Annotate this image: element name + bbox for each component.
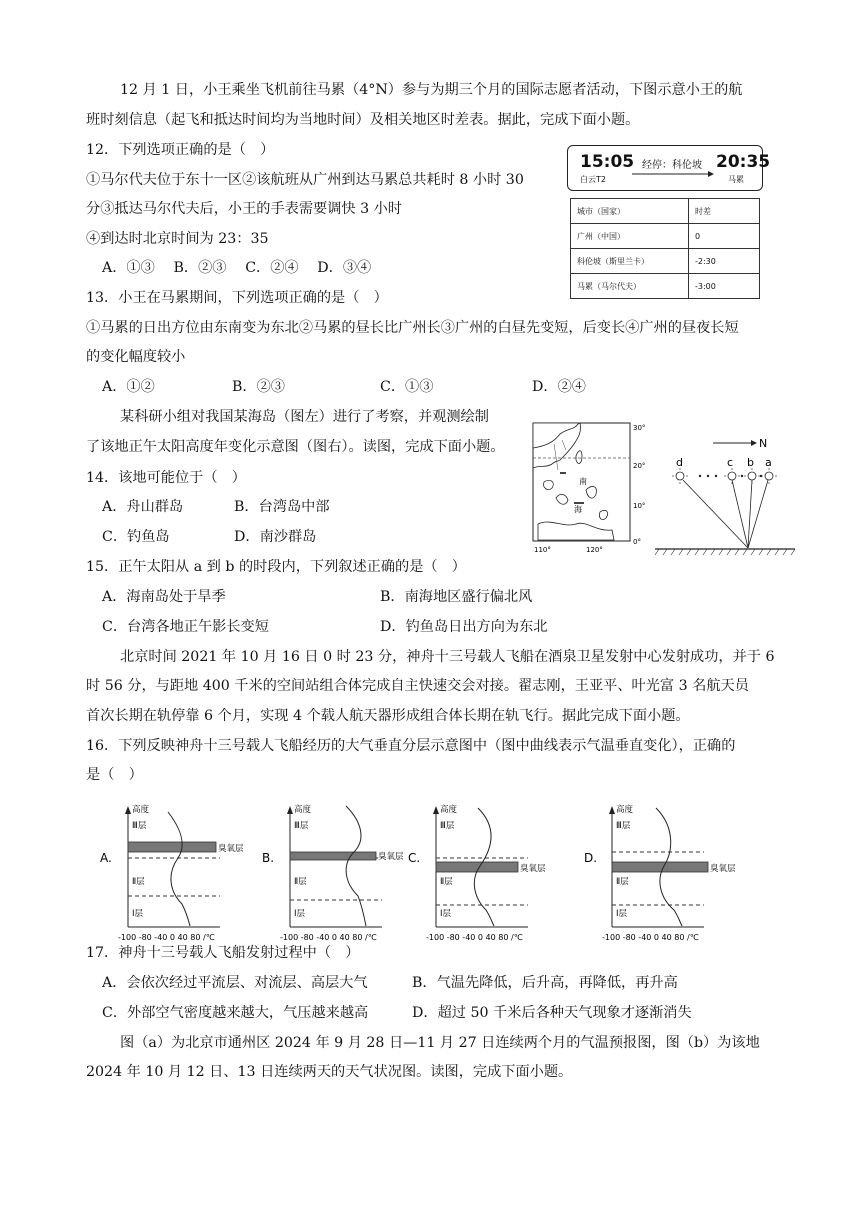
- table-row: [571, 249, 760, 274]
- y-axis-arrow: [609, 806, 615, 814]
- table-cell: 0: [689, 224, 760, 249]
- passage2-line2: 了该地正午太阳高度年变化示意图（图右）。读图，完成下面小题。: [86, 439, 505, 455]
- q13-option-c: C．①③: [380, 379, 434, 395]
- q13-stem: 13．小王在马累期间，下列选项正确的是（ ）: [86, 290, 388, 306]
- layer3-label: Ⅲ层: [440, 821, 455, 831]
- passage4-line1: 图（a）为北京市通州区 2024 年 9 月 28 日—11 月 27 日连续两个月的气温预报图，图（b）为该地: [120, 1035, 760, 1051]
- q12-line2: 分③抵达马尔代夫后，小王的手表需要调快 3 小时: [86, 201, 402, 217]
- layer3-label: Ⅲ层: [616, 821, 631, 831]
- passage1-line2: 班时刻信息（起飞和抵达时间均为当地时间）及相关地区时差表。据此，完成下面小题。: [86, 112, 640, 128]
- y-axis-arrow: [125, 806, 131, 814]
- flight-arrow-icon: [632, 170, 714, 178]
- ozone-label: 臭氧层: [378, 852, 404, 862]
- diagram-letter: B.: [262, 851, 275, 865]
- sun-label-a: a: [765, 456, 772, 469]
- x-axis-ticks: -100 -80 -40 0 40 80 /℃: [426, 933, 523, 942]
- sun-label-b: b: [747, 456, 754, 469]
- passage1-line1: 12 月 1 日，小王乘坐飞机前往马累（4°N）参与为期三个月的国际志愿者活动，下图示意小王的航: [120, 82, 743, 98]
- sun-label-d: d: [676, 456, 683, 469]
- q12-stem: 12．下列选项正确的是（ ）: [86, 142, 275, 158]
- y-axis-label: 高度: [616, 805, 634, 815]
- diagram-letter: D.: [584, 851, 598, 865]
- passage3-line1: 北京时间 2021 年 10 月 16 日 0 时 23 分，神舟十三号载人飞船在酒泉卫星发射中心发射成功，并于 6: [120, 649, 775, 665]
- sun-label-c: c: [727, 456, 734, 469]
- table-row: [571, 274, 760, 299]
- passage4-line2: 2024 年 10 月 12 日、13 日连续两天的天气状况图。读图，完成下面小题。: [86, 1064, 573, 1080]
- y-axis-arrow: [287, 806, 293, 814]
- north-label: N: [759, 437, 768, 450]
- q14-option-a: A．舟山群岛: [102, 499, 184, 515]
- table-header-cell: 时差: [689, 199, 760, 224]
- q16-line1: 16．下列反映神舟十三号载人飞船经历的大气垂直分层示意图中（图中曲线表示气温垂直变化），正确的: [86, 738, 736, 754]
- q12-options: A．①③ B．②③ C．②④ D．③④: [102, 260, 372, 276]
- layer2-label: Ⅱ层: [616, 877, 629, 887]
- q14-option-b: B．台湾岛中部: [234, 499, 330, 515]
- q13-option-b: B．②③: [232, 379, 285, 395]
- ozone-label: 臭氧层: [520, 864, 546, 874]
- layer3-label: Ⅲ层: [294, 821, 309, 831]
- y-axis-label: 高度: [294, 805, 312, 815]
- layer1-label: Ⅰ层: [440, 909, 452, 919]
- q14-option-d: D．南沙群岛: [234, 529, 317, 545]
- lon-120: 120°: [586, 546, 603, 554]
- ozone-label: 臭氧层: [710, 864, 736, 874]
- ozone-label: 臭氧层: [218, 844, 244, 854]
- q13-line2: 的变化幅度较小: [86, 349, 186, 365]
- atmosphere-diagrams: [0, 790, 868, 940]
- lon-110: 110°: [534, 546, 551, 554]
- ozone-band: [290, 852, 376, 860]
- passage2-line1: 某科研小组对我国某海岛（图左）进行了考察，并观测绘制: [120, 409, 489, 425]
- q14-option-c: C．钓鱼岛: [102, 529, 170, 545]
- lat-30: 30°: [633, 424, 646, 432]
- passage3-line3: 首次长期在轨停靠 6 个月，实现 4 个载人航天器形成组合体长期在轨飞行。据此完成下面小题。: [86, 708, 690, 724]
- layer2-label: Ⅱ层: [440, 877, 453, 887]
- table-row: [571, 224, 760, 249]
- noon-sun-diagram: [655, 428, 795, 560]
- q17-stem: 17．神舟十三号载人飞船发射过程中（ ）: [86, 945, 360, 961]
- x-axis-ticks: -100 -80 -40 0 40 80 /℃: [280, 933, 377, 942]
- table-header-cell: 城市（国家）: [571, 199, 689, 224]
- q13-line1: ①马累的日出方位由东南变为东北②马累的昼长比广州长③广州的白昼先变短，后变长④广州的昼夜长短: [86, 320, 739, 336]
- table-cell: -2:30: [689, 249, 760, 274]
- arrival-time: 20:35: [716, 152, 771, 172]
- layer2-label: Ⅱ层: [132, 877, 145, 887]
- q14-stem: 14．该地可能位于（ ）: [86, 470, 246, 486]
- map-label-hai: 海: [574, 505, 582, 514]
- temperature-curve: [168, 812, 190, 926]
- q17-option-d: D．超过 50 千米后各种天气现象才逐渐消失: [412, 1005, 692, 1021]
- temperature-curve: [346, 806, 366, 926]
- diagram-letter: C.: [408, 851, 421, 865]
- lat-0: 0°: [633, 538, 641, 546]
- layer1-label: Ⅰ层: [616, 909, 628, 919]
- q17-option-c: C．外部空气密度越来越大，气压越来越高: [102, 1005, 369, 1021]
- lat-10: 10°: [633, 502, 646, 510]
- diagram-letter: A.: [100, 851, 112, 865]
- q17-option-a: A．会依次经过平流层、对流层、高层大气: [102, 975, 368, 991]
- table-header-row: [571, 199, 760, 224]
- q15-option-d: D．钓鱼岛日出方向为东北: [380, 619, 548, 635]
- q15-option-a: A．海南岛处于旱季: [102, 589, 226, 605]
- table-cell: 科伦坡（斯里兰卡）: [571, 249, 689, 274]
- via-stop: 经停：科伦坡: [642, 160, 702, 171]
- q13-option-d: D．②④: [532, 379, 586, 395]
- lat-20: 20°: [633, 462, 646, 470]
- arrival-place: 马累: [728, 175, 744, 184]
- layer3-label: Ⅲ层: [132, 821, 147, 831]
- q15-option-c: C．台湾各地正午影长变短: [102, 619, 269, 635]
- q12-line3: ④到达时北京时间为 23：35: [86, 231, 269, 247]
- q15-stem: 15．正午太阳从 a 到 b 的时段内，下列叙述正确的是（ ）: [86, 559, 466, 575]
- flight-info-box: [567, 145, 771, 191]
- table-cell: 马累（马尔代夫）: [571, 274, 689, 299]
- island-map: [516, 420, 646, 556]
- q17-option-b: B．气温先降低，后升高，再降低，再升高: [412, 975, 678, 991]
- layer2-label: Ⅱ层: [294, 877, 307, 887]
- table-cell: 广州（中国）: [571, 224, 689, 249]
- x-axis-ticks: -100 -80 -40 0 40 80 /℃: [602, 933, 699, 942]
- x-axis-ticks: -100 -80 -40 0 40 80 /℃: [118, 933, 215, 942]
- departure-place: 白云T2: [580, 175, 606, 184]
- layer1-label: Ⅰ层: [294, 909, 306, 919]
- table-cell: -3:00: [689, 274, 760, 299]
- y-axis-label: 高度: [440, 805, 458, 815]
- q12-line1: ①马尔代夫位于东十一区②该航班从广州到达马累总共耗时 8 小时 30: [86, 172, 524, 188]
- departure-time: 15:05: [580, 152, 635, 172]
- ozone-band: [128, 842, 216, 852]
- passage3-line2: 时 56 分，与距地 400 千米的空间站组合体完成自主快速交会对接。翟志刚，王亚平、叶光富 3 名航天员: [86, 678, 749, 694]
- y-axis-arrow: [433, 806, 439, 814]
- q13-option-a: A．①②: [102, 379, 155, 395]
- map-label-nan: 南: [579, 477, 587, 486]
- q16-line2: 是（ ）: [86, 767, 143, 783]
- q15-option-b: B．南海地区盛行偏北风: [380, 589, 533, 605]
- time-difference-table: [570, 198, 760, 299]
- y-axis-label: 高度: [132, 805, 150, 815]
- ozone-band: [612, 862, 708, 872]
- layer1-label: Ⅰ层: [132, 909, 144, 919]
